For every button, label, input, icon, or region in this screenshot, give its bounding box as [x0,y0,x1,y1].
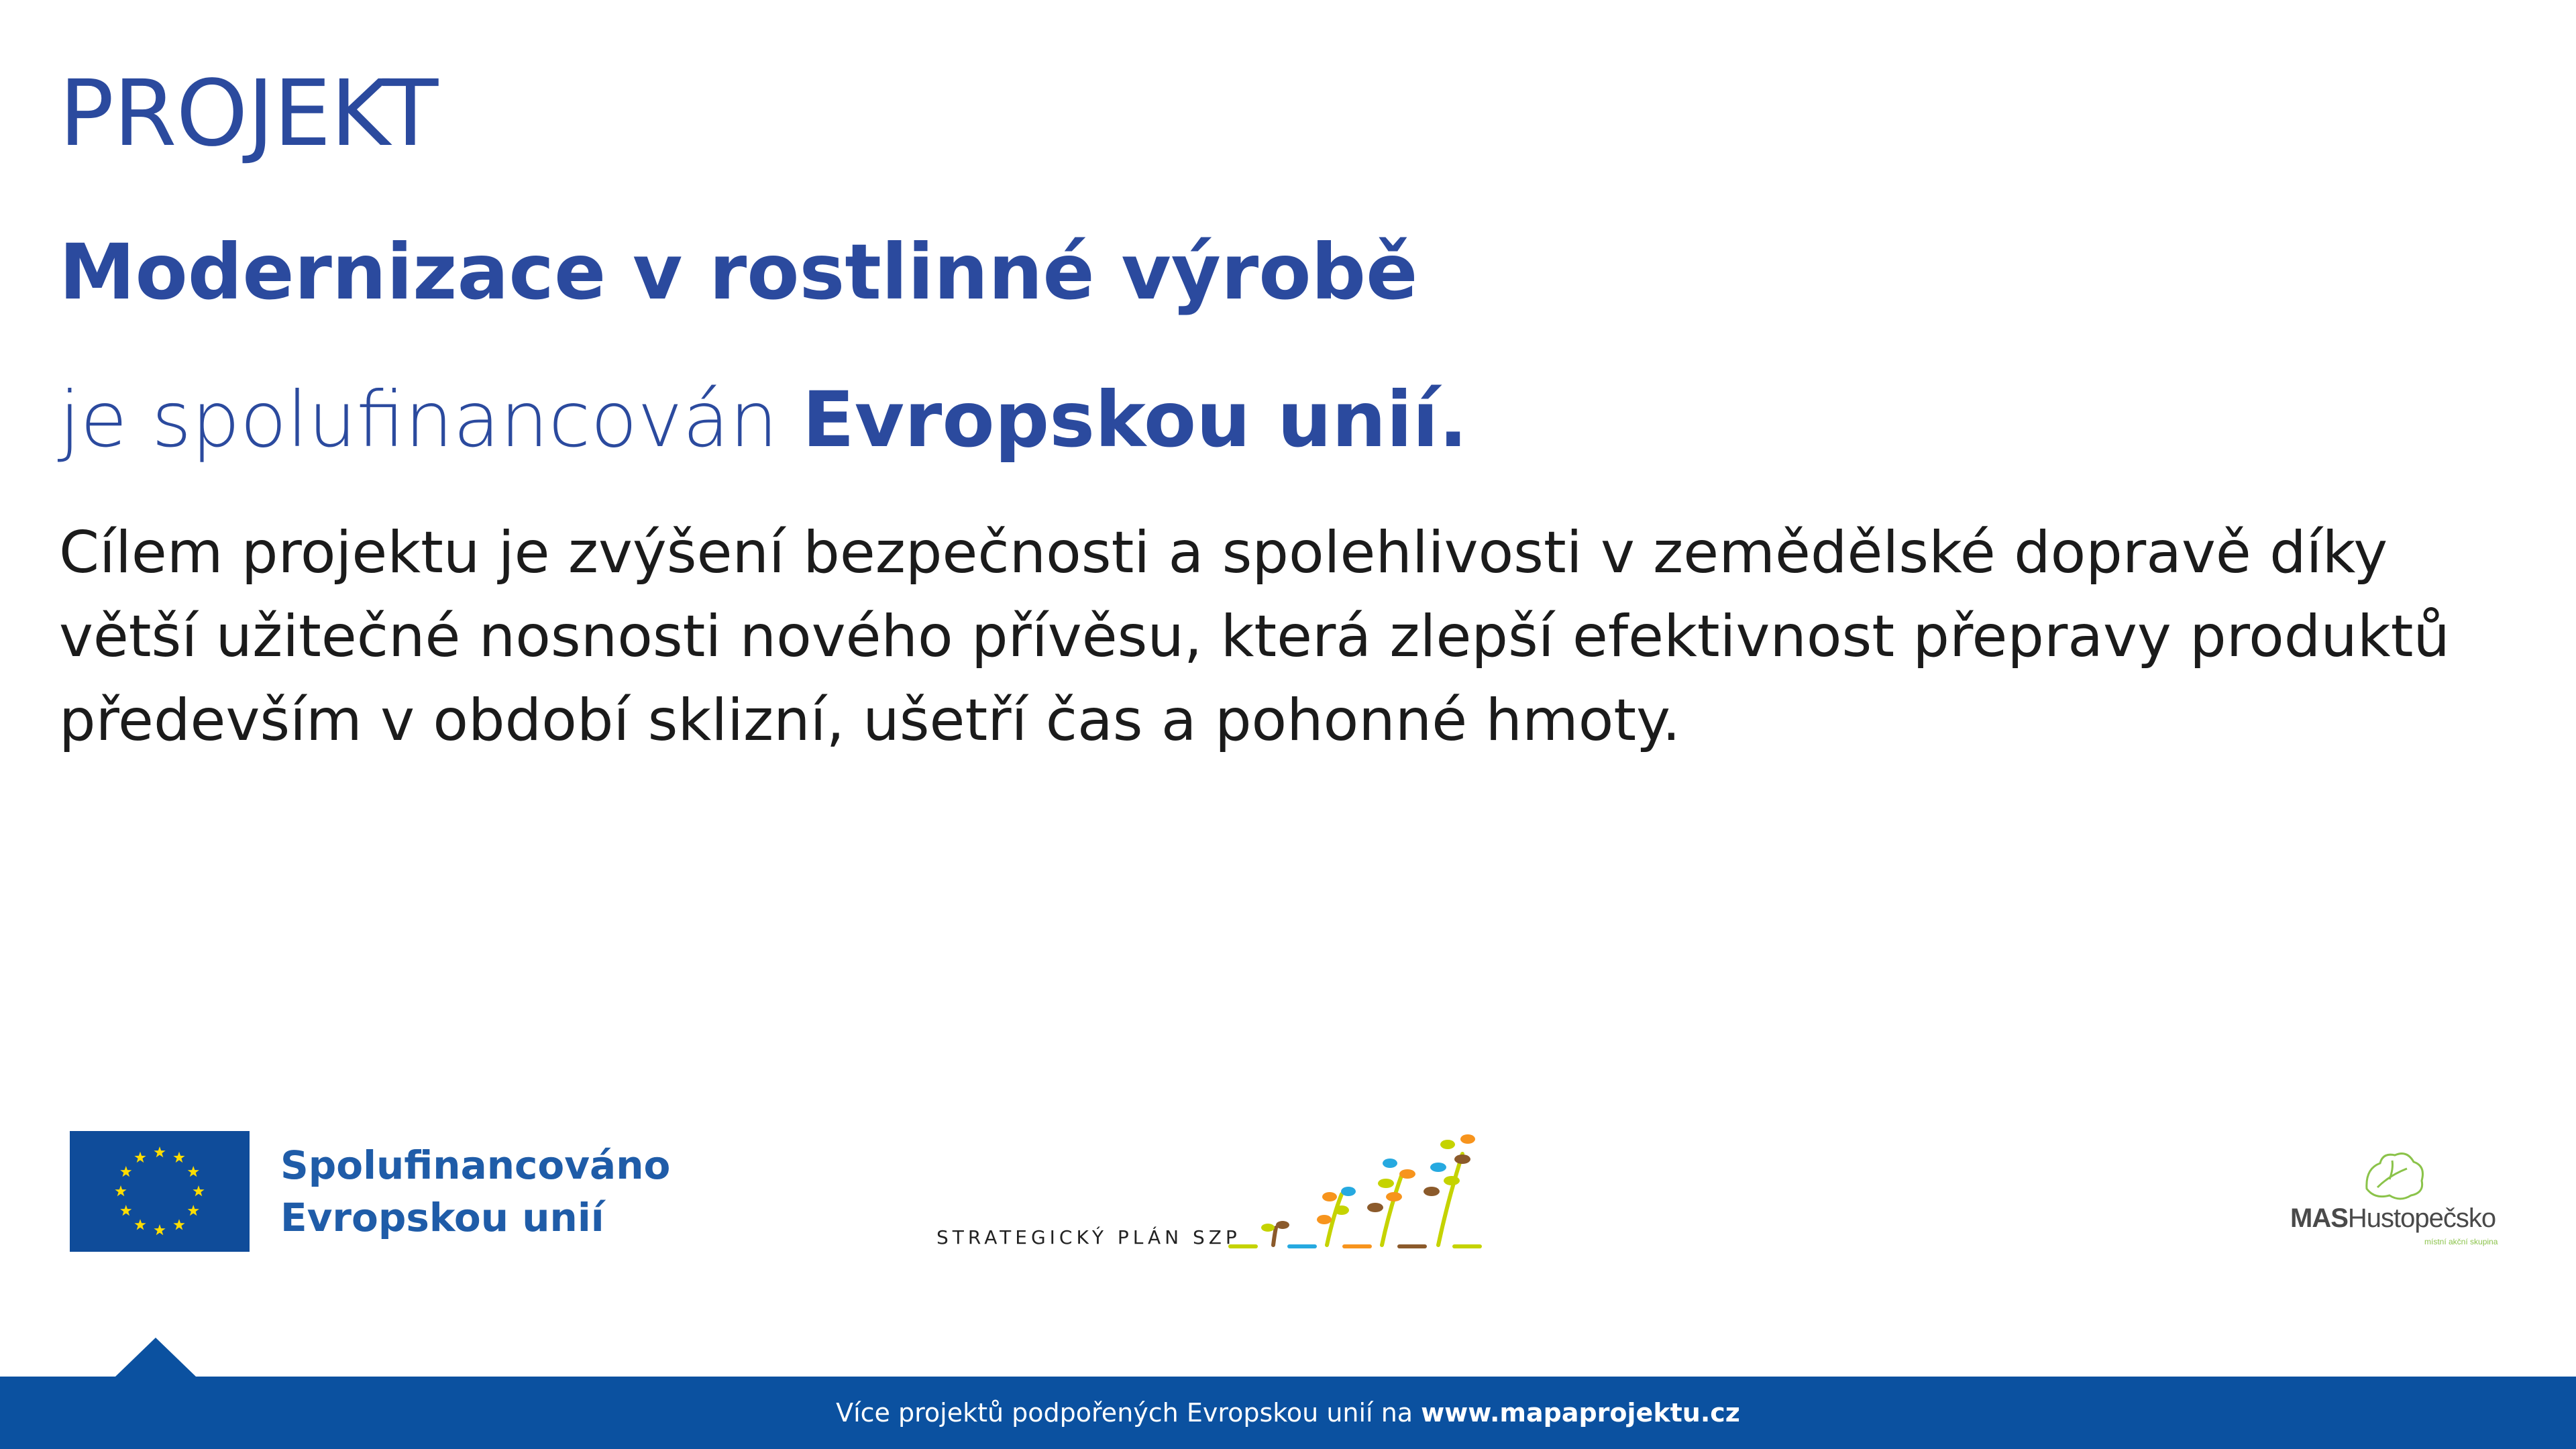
cofinance-prefix: je spolufinancován [59,375,778,464]
project-title: Modernizace v rostlinné výrobě [59,227,1418,317]
eu-logo-line1: Spolufinancováno [280,1142,671,1188]
footer-link[interactable]: www.mapaprojektu.cz [1421,1398,1740,1428]
szp-plants-icon [1226,1127,1521,1254]
mas-abbrev: MAS [2290,1203,2348,1233]
page-heading: PROJEKT [59,61,438,167]
project-description: Cílem projektu je zvýšení bezpečnosti a spolehlivosti v zemědělské dopravě díky větší užitečné nosnosti nového přívěsu, která zlepší efektivnost přepravy produktů především v období sklizní, ušetří čas a pohonné hmoty. [59,519,2450,754]
cofinance-emphasis: Evropskou unií. [802,375,1468,464]
szp-logo [936,1127,1527,1261]
szp-logo-label: STRATEGICKÝ PLÁN SZP [936,1226,1241,1248]
mas-name [2290,1203,2496,1234]
footer-tab-notch [115,1338,196,1377]
eu-logo-line2: Evropskou unií [280,1195,604,1240]
eu-logo-text [280,1139,670,1244]
mas-hustopecsko-logo [2290,1148,2518,1246]
eu-flag-icon [70,1131,250,1252]
cofinance-statement [59,376,1468,464]
eu-cofinanced-logo [70,1131,670,1252]
mas-tagline: místní akční skupina [2424,1237,2498,1246]
leaf-icon [2360,1148,2427,1202]
footer-bar [0,1377,2576,1449]
footer-text: Více projektů podpořených Evropskou unií na [836,1398,1413,1428]
mas-region: Hustopečsko [2347,1203,2496,1233]
